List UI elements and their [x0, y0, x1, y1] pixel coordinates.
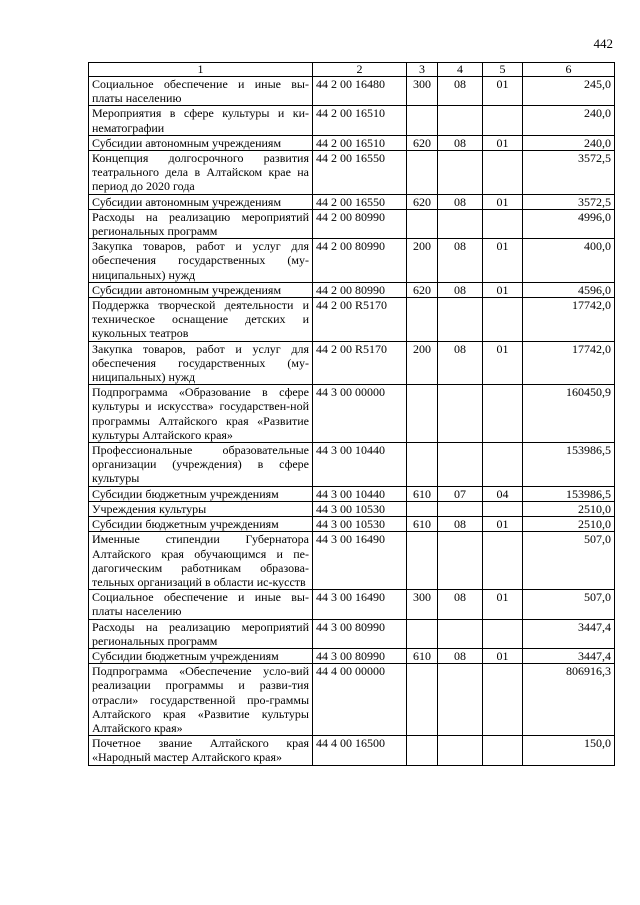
- row-amount-text: 507,0: [584, 590, 611, 605]
- row-code: [313, 532, 407, 590]
- row-code: [313, 282, 407, 297]
- row-amount: [523, 590, 615, 619]
- row-code: [313, 106, 407, 135]
- row-code: [313, 486, 407, 501]
- row-amount-text: 2510,0: [578, 501, 611, 516]
- row-code-text: 44 2 00 80990: [316, 282, 385, 297]
- row-amount: [523, 341, 615, 385]
- row-code-text: 44 3 00 80990: [316, 619, 385, 634]
- row-col5: [483, 443, 523, 487]
- row-code-text: 44 3 00 10440: [316, 486, 385, 501]
- row-col3: [407, 77, 438, 106]
- row-name-text: Мероприятия в сфере культуры и ки-нематографии: [92, 106, 309, 135]
- table-header-row: [89, 63, 615, 77]
- row-name: [89, 385, 313, 443]
- row-name: [89, 151, 313, 195]
- row-code-text: 44 3 00 16490: [316, 590, 385, 605]
- row-col4: [438, 517, 483, 532]
- row-code-text: 44 3 00 80990: [316, 648, 385, 663]
- row-amount: [523, 298, 615, 342]
- row-amount: [523, 486, 615, 501]
- row-col4-text: 08: [454, 239, 466, 254]
- row-col3: [407, 648, 438, 663]
- row-amount-text: 3572,5: [578, 151, 611, 166]
- column-header: 1: [89, 63, 313, 77]
- row-amount-text: 17742,0: [572, 298, 611, 313]
- row-name: [89, 736, 313, 765]
- row-col3-text: 300: [413, 77, 431, 91]
- row-name: [89, 135, 313, 150]
- row-col5: [483, 664, 523, 736]
- row-col5-text: 01: [496, 194, 509, 209]
- row-amount: [523, 239, 615, 283]
- table-row: [89, 194, 615, 209]
- row-amount: [523, 664, 615, 736]
- row-amount-text: 4596,0: [578, 282, 611, 297]
- row-name-text: Социальное обеспечение и иные вы-платы населению: [92, 590, 309, 619]
- row-col3: [407, 298, 438, 342]
- row-code-text: 44 4 00 16500: [316, 736, 385, 751]
- row-amount: [523, 532, 615, 590]
- column-header: 4: [438, 63, 483, 77]
- row-col5: [483, 341, 523, 385]
- row-name-text: Поддержка творческой деятельности и техническое оснащение детских и кукольных театров: [92, 298, 309, 341]
- row-col4: [438, 532, 483, 590]
- table-row: [89, 664, 615, 736]
- row-name-text: Концепция долгосрочного развития театрального дела в Алтайском крае на период до 2020 года: [92, 151, 309, 194]
- row-name-text: Субсидии автономным учреждениям: [92, 282, 282, 297]
- row-col3: [407, 619, 438, 648]
- row-col3: [407, 151, 438, 195]
- row-col5: [483, 590, 523, 619]
- row-code: [313, 664, 407, 736]
- row-col4: [438, 590, 483, 619]
- row-name: [89, 298, 313, 342]
- row-name: [89, 517, 313, 532]
- row-name: [89, 341, 313, 385]
- column-header: 5: [483, 63, 523, 77]
- row-name-text: Субсидии бюджетным учреждениям: [92, 486, 279, 501]
- row-code-text: 44 2 00 R5170: [316, 341, 388, 356]
- table-row: [89, 282, 615, 297]
- row-amount-text: 3447,4: [578, 619, 611, 634]
- row-col3-text: 200: [413, 341, 431, 356]
- row-col3-text: 200: [413, 239, 431, 254]
- row-amount-text: 150,0: [584, 736, 611, 751]
- table-row: [89, 532, 615, 590]
- row-col5: [483, 385, 523, 443]
- page-number: 442: [593, 36, 613, 51]
- table-row: [89, 443, 615, 487]
- row-code-text: 44 2 00 80990: [316, 239, 385, 254]
- row-code: [313, 341, 407, 385]
- row-name: [89, 590, 313, 619]
- row-name-text: Почетное звание Алтайского края «Народный мастер Алтайского края»: [92, 736, 309, 765]
- row-name-text: Именные стипендии Губернатора Алтайского края обучающимся и пе-дагогическим работникам образова-тельных организаций в области ис-кусств: [92, 532, 309, 589]
- table-row: [89, 385, 615, 443]
- row-col4-text: 07: [454, 486, 466, 501]
- row-amount-text: 806916,3: [566, 664, 611, 679]
- row-col4-text: 08: [454, 194, 466, 209]
- row-col4: [438, 151, 483, 195]
- row-name: [89, 282, 313, 297]
- row-amount-text: 240,0: [584, 135, 611, 150]
- row-col5: [483, 209, 523, 238]
- row-amount: [523, 501, 615, 516]
- row-col5-text: 01: [496, 648, 509, 663]
- row-col4: [438, 341, 483, 385]
- table-row: [89, 619, 615, 648]
- row-amount: [523, 736, 615, 765]
- row-name: [89, 77, 313, 106]
- row-amount: [523, 194, 615, 209]
- row-code: [313, 736, 407, 765]
- row-col5: [483, 135, 523, 150]
- row-name: [89, 209, 313, 238]
- row-code: [313, 501, 407, 516]
- table-row: [89, 736, 615, 765]
- row-col5-text: 04: [496, 486, 509, 501]
- row-col5: [483, 648, 523, 663]
- row-amount: [523, 282, 615, 297]
- row-col3: [407, 590, 438, 619]
- row-col4: [438, 135, 483, 150]
- row-col3-text: 610: [413, 517, 431, 532]
- row-col3: [407, 341, 438, 385]
- row-col4-text: 08: [454, 590, 466, 605]
- row-name-text: Расходы на реализацию мероприятий региональных программ: [92, 209, 309, 239]
- row-code: [313, 239, 407, 283]
- row-code-text: 44 2 00 16550: [316, 194, 385, 209]
- row-col5-text: 01: [496, 590, 509, 605]
- row-col3-text: 610: [413, 648, 431, 663]
- row-code: [313, 151, 407, 195]
- row-col4: [438, 736, 483, 765]
- row-code: [313, 517, 407, 532]
- row-col5: [483, 736, 523, 765]
- row-amount-text: 153986,5: [566, 486, 611, 501]
- row-col5: [483, 619, 523, 648]
- row-code: [313, 385, 407, 443]
- row-amount: [523, 385, 615, 443]
- row-name-text: Подпрограмма «Обеспечение усло-вий реализации программы и разви-тия отрасли» государственной про-граммы Алтайского края «Развитие культуры Алтайского края»: [92, 664, 309, 735]
- row-code: [313, 648, 407, 663]
- row-col3: [407, 486, 438, 501]
- row-name: [89, 664, 313, 736]
- row-code: [313, 619, 407, 648]
- row-name: [89, 486, 313, 501]
- row-code-text: 44 3 00 16490: [316, 532, 385, 547]
- row-col5-text: 01: [496, 517, 509, 532]
- table-row: [89, 486, 615, 501]
- row-col3: [407, 501, 438, 516]
- row-col4: [438, 619, 483, 648]
- table-row: [89, 77, 615, 106]
- row-amount-text: 245,0: [584, 77, 611, 91]
- row-code-text: 44 2 00 16510: [316, 135, 385, 150]
- row-code-text: 44 3 00 10440: [316, 443, 385, 458]
- row-col3: [407, 135, 438, 150]
- row-amount-text: 3447,4: [578, 648, 611, 663]
- row-name-text: Подпрограмма «Образование в сфере культуры и искусства» государствен-ной программы Алтайского края «Развитие культуры Алтайского края»: [92, 385, 309, 442]
- column-header: 6: [523, 63, 615, 77]
- row-col5: [483, 282, 523, 297]
- row-name: [89, 648, 313, 663]
- row-name: [89, 619, 313, 648]
- row-col5-text: 01: [496, 282, 509, 297]
- row-col3-text: 620: [413, 194, 431, 209]
- row-col5-text: 01: [496, 77, 509, 91]
- row-col3: [407, 532, 438, 590]
- row-col3: [407, 664, 438, 736]
- row-col5: [483, 532, 523, 590]
- row-col4: [438, 443, 483, 487]
- row-col4: [438, 282, 483, 297]
- row-amount-text: 153986,5: [566, 443, 611, 458]
- row-col5: [483, 239, 523, 283]
- row-col3-text: 610: [413, 486, 431, 501]
- row-code-text: 44 3 00 10530: [316, 517, 385, 532]
- table-row: [89, 151, 615, 195]
- row-code: [313, 135, 407, 150]
- row-amount: [523, 443, 615, 487]
- row-amount: [523, 517, 615, 532]
- row-name-text: Социальное обеспечение и иные вы-платы населению: [92, 77, 309, 106]
- row-col4-text: 08: [454, 282, 466, 297]
- row-amount-text: 4996,0: [578, 209, 611, 224]
- table-body: [89, 77, 615, 766]
- table-row: [89, 239, 615, 283]
- table-row: [89, 298, 615, 342]
- table-row: [89, 209, 615, 238]
- row-col5: [483, 501, 523, 516]
- row-code: [313, 77, 407, 106]
- row-amount-text: 3572,5: [578, 194, 611, 209]
- row-col4-text: 08: [454, 341, 466, 356]
- row-col3: [407, 209, 438, 238]
- row-col3: [407, 282, 438, 297]
- budget-table: [88, 62, 615, 766]
- row-name: [89, 239, 313, 283]
- row-amount-text: 160450,9: [566, 385, 611, 400]
- column-header: 2: [313, 63, 407, 77]
- row-name-text: Субсидии автономным учреждениям: [92, 135, 282, 150]
- row-amount: [523, 648, 615, 663]
- row-col4-text: 08: [454, 517, 466, 532]
- row-col5: [483, 517, 523, 532]
- row-col4-text: 08: [454, 648, 466, 663]
- row-col3: [407, 239, 438, 283]
- row-col3: [407, 517, 438, 532]
- row-col5: [483, 77, 523, 106]
- row-amount-text: 240,0: [584, 106, 611, 121]
- row-name: [89, 106, 313, 135]
- row-col3: [407, 385, 438, 443]
- table-row: [89, 106, 615, 135]
- row-col5-text: 01: [496, 135, 509, 150]
- row-col4: [438, 77, 483, 106]
- row-name-text: Субсидии бюджетным учреждениям: [92, 517, 279, 532]
- row-col3-text: 620: [413, 135, 431, 150]
- row-col3: [407, 106, 438, 135]
- row-col4: [438, 385, 483, 443]
- row-amount: [523, 209, 615, 238]
- row-col4: [438, 209, 483, 238]
- row-code: [313, 443, 407, 487]
- row-name: [89, 501, 313, 516]
- row-amount: [523, 77, 615, 106]
- row-amount: [523, 151, 615, 195]
- row-amount-text: 2510,0: [578, 517, 611, 532]
- row-name-text: Субсидии автономным учреждениям: [92, 194, 282, 209]
- row-col3-text: 300: [413, 590, 431, 605]
- row-name-text: Профессиональные образовательные организации (учреждения) в сфере культуры: [92, 443, 309, 486]
- row-col5: [483, 106, 523, 135]
- row-code: [313, 209, 407, 238]
- row-col5: [483, 151, 523, 195]
- row-amount-text: 400,0: [584, 239, 611, 254]
- row-code-text: 44 2 00 16550: [316, 151, 385, 166]
- row-name: [89, 443, 313, 487]
- row-col3: [407, 194, 438, 209]
- row-code-text: 44 2 00 80990: [316, 209, 385, 224]
- row-name-text: Субсидии бюджетным учреждениям: [92, 648, 279, 663]
- row-col4: [438, 194, 483, 209]
- row-col3-text: 620: [413, 282, 431, 297]
- row-code: [313, 298, 407, 342]
- row-name-text: Учреждения культуры: [92, 501, 207, 516]
- row-code-text: 44 2 00 16510: [316, 106, 385, 121]
- row-code: [313, 194, 407, 209]
- row-col5: [483, 298, 523, 342]
- row-col4: [438, 648, 483, 663]
- row-name: [89, 194, 313, 209]
- row-name-text: Закупка товаров, работ и услуг для обеспечения государственных (му-ниципальных) нужд: [92, 239, 309, 282]
- table-row: [89, 341, 615, 385]
- row-col4: [438, 298, 483, 342]
- row-code-text: 44 4 00 00000: [316, 664, 385, 679]
- row-amount: [523, 106, 615, 135]
- table-row: [89, 648, 615, 663]
- row-code: [313, 590, 407, 619]
- row-col5-text: 01: [496, 341, 509, 356]
- row-col5-text: 01: [496, 239, 509, 254]
- row-col5: [483, 486, 523, 501]
- table-row: [89, 517, 615, 532]
- row-code-text: 44 2 00 R5170: [316, 298, 388, 313]
- table-row: [89, 501, 615, 516]
- row-col4: [438, 106, 483, 135]
- row-amount-text: 17742,0: [572, 341, 611, 356]
- row-col4: [438, 239, 483, 283]
- row-col3: [407, 443, 438, 487]
- row-col4: [438, 664, 483, 736]
- row-col4: [438, 486, 483, 501]
- row-amount: [523, 619, 615, 648]
- row-col3: [407, 736, 438, 765]
- row-name-text: Закупка товаров, работ и услуг для обеспечения государственных (му-ниципальных) нужд: [92, 341, 309, 385]
- row-name: [89, 532, 313, 590]
- row-col4-text: 08: [454, 77, 466, 91]
- row-amount: [523, 135, 615, 150]
- row-name-text: Расходы на реализацию мероприятий региональных программ: [92, 619, 309, 648]
- column-header: 3: [407, 63, 438, 77]
- row-code-text: 44 3 00 10530: [316, 501, 385, 516]
- row-col4-text: 08: [454, 135, 466, 150]
- row-col4: [438, 501, 483, 516]
- row-col5: [483, 194, 523, 209]
- row-amount-text: 507,0: [584, 532, 611, 547]
- table-row: [89, 590, 615, 619]
- table-row: [89, 135, 615, 150]
- row-code-text: 44 3 00 00000: [316, 385, 385, 400]
- row-code-text: 44 2 00 16480: [316, 77, 385, 91]
